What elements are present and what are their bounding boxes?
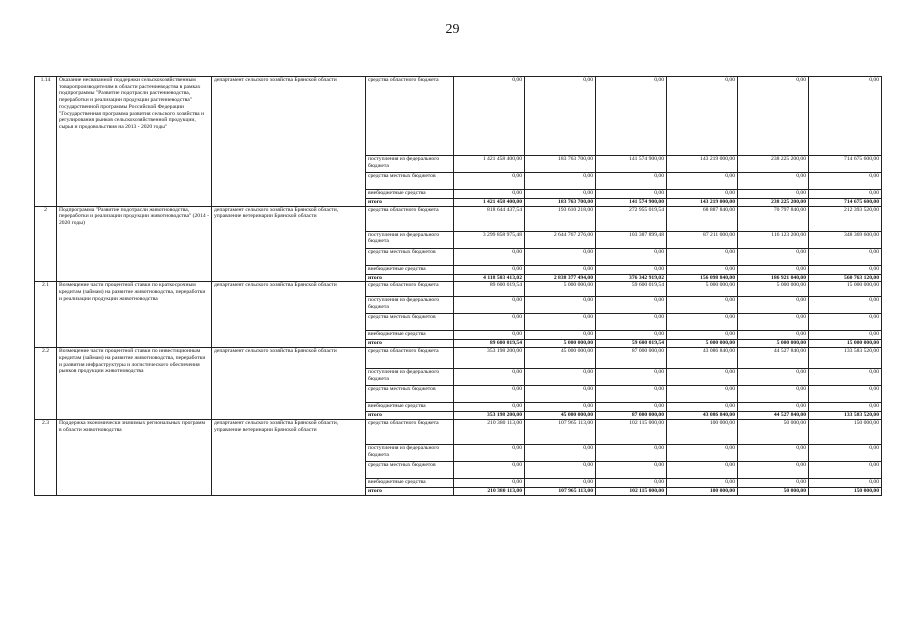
funding-source: внебюджетные средства xyxy=(366,265,454,274)
amount-cell: 141 574 900,00 xyxy=(596,156,667,173)
amount-cell: 0,00 xyxy=(738,331,809,340)
amount-cell: 0,00 xyxy=(525,297,596,314)
amount-cell: 183 763 700,00 xyxy=(525,199,596,207)
table-row xyxy=(35,348,882,369)
amount-cell: 0,00 xyxy=(667,461,738,478)
amount-cell: 100 000,00 xyxy=(667,487,738,495)
amount-cell: 0,00 xyxy=(454,77,525,156)
funding-source: средства местных бюджетов xyxy=(366,314,454,331)
amount-cell: 0,00 xyxy=(738,297,809,314)
amount-cell: 156 098 840,00 xyxy=(667,274,738,282)
section-number: 2.1 xyxy=(35,282,57,348)
amount-cell: 0,00 xyxy=(596,314,667,331)
amount-cell: 87 211 000,00 xyxy=(667,231,738,248)
amount-cell: 0,00 xyxy=(454,331,525,340)
amount-cell: 5 000 000,00 xyxy=(738,282,809,297)
amount-cell: 0,00 xyxy=(809,461,882,478)
executor: департамент сельского хозяйства Брянской области xyxy=(212,282,366,348)
amount-cell: 0,00 xyxy=(596,369,667,386)
amount-cell: 0,00 xyxy=(667,444,738,461)
amount-cell: 44 527 840,00 xyxy=(738,348,809,369)
amount-cell: 0,00 xyxy=(596,461,667,478)
amount-cell: 0,00 xyxy=(738,461,809,478)
amount-cell: 0,00 xyxy=(596,77,667,156)
amount-cell: 44 527 840,00 xyxy=(738,412,809,420)
amount-cell: 0,00 xyxy=(738,190,809,199)
amount-cell: 1 421 458 400,00 xyxy=(454,156,525,173)
table-row xyxy=(35,419,882,444)
section-number: 2 xyxy=(35,206,57,282)
table-row xyxy=(35,282,882,297)
amount-cell: 714 675 600,00 xyxy=(809,199,882,207)
amount-cell: 0,00 xyxy=(454,190,525,199)
amount-cell: 0,00 xyxy=(525,478,596,487)
amount-cell: 0,00 xyxy=(454,297,525,314)
amount-cell: 15 000 000,00 xyxy=(809,340,882,348)
amount-cell: 0,00 xyxy=(596,265,667,274)
amount-cell: 193 610 218,00 xyxy=(525,206,596,231)
amount-cell: 0,00 xyxy=(596,403,667,412)
amount-cell: 0,00 xyxy=(738,265,809,274)
amount-cell: 133 583 520,00 xyxy=(809,348,882,369)
amount-cell: 0,00 xyxy=(809,444,882,461)
amount-cell: 143 219 000,00 xyxy=(667,199,738,207)
amount-cell: 0,00 xyxy=(667,331,738,340)
table-body xyxy=(35,77,882,496)
amount-cell: 0,00 xyxy=(667,386,738,403)
funding-source: итого xyxy=(366,199,454,207)
amount-cell: 103 387 899,48 xyxy=(596,231,667,248)
amount-cell: 43 086 840,00 xyxy=(667,348,738,369)
funding-source: итого xyxy=(366,412,454,420)
amount-cell: 0,00 xyxy=(809,386,882,403)
funding-source: поступления из федерального бюджета xyxy=(366,444,454,461)
funding-source: средства областного бюджета xyxy=(366,77,454,156)
amount-cell: 0,00 xyxy=(596,478,667,487)
amount-cell: 0,00 xyxy=(667,478,738,487)
amount-cell: 5 000 000,00 xyxy=(667,340,738,348)
amount-cell: 45 000 000,00 xyxy=(525,348,596,369)
amount-cell: 0,00 xyxy=(738,173,809,190)
amount-cell: 0,00 xyxy=(809,265,882,274)
amount-cell: 0,00 xyxy=(525,265,596,274)
amount-cell: 210 380 113,00 xyxy=(454,419,525,444)
amount-cell: 0,00 xyxy=(454,478,525,487)
funding-source: поступления из федерального бюджета xyxy=(366,369,454,386)
amount-cell: 0,00 xyxy=(667,265,738,274)
amount-cell: 0,00 xyxy=(809,248,882,265)
funding-source: средства местных бюджетов xyxy=(366,248,454,265)
amount-cell: 4 118 503 413,02 xyxy=(454,274,525,282)
funding-source: средства областного бюджета xyxy=(366,348,454,369)
amount-cell: 45 000 000,00 xyxy=(525,412,596,420)
amount-cell: 0,00 xyxy=(525,77,596,156)
amount-cell: 3 299 858 975,48 xyxy=(454,231,525,248)
amount-cell: 5 000 000,00 xyxy=(525,282,596,297)
amount-cell: 348 369 600,00 xyxy=(809,231,882,248)
amount-cell: 0,00 xyxy=(525,461,596,478)
funding-source: средства местных бюджетов xyxy=(366,173,454,190)
amount-cell: 59 600 019,54 xyxy=(596,282,667,297)
table-row xyxy=(35,77,882,156)
amount-cell: 5 000 000,00 xyxy=(667,282,738,297)
funding-source: средства местных бюджетов xyxy=(366,461,454,478)
amount-cell: 150 000,00 xyxy=(809,419,882,444)
funding-source: итого xyxy=(366,274,454,282)
amount-cell: 107 965 113,00 xyxy=(525,487,596,495)
funding-source: внебюджетные средства xyxy=(366,190,454,199)
amount-cell: 0,00 xyxy=(525,369,596,386)
amount-cell: 87 000 000,00 xyxy=(596,412,667,420)
funding-source: внебюджетные средства xyxy=(366,478,454,487)
amount-cell: 186 921 040,00 xyxy=(738,274,809,282)
executor: департамент сельского хозяйства Брянской области xyxy=(212,348,366,420)
amount-cell: 0,00 xyxy=(809,403,882,412)
amount-cell: 0,00 xyxy=(738,369,809,386)
amount-cell: 0,00 xyxy=(525,314,596,331)
amount-cell: 100 000,00 xyxy=(667,419,738,444)
amount-cell: 0,00 xyxy=(809,369,882,386)
amount-cell: 0,00 xyxy=(738,386,809,403)
amount-cell: 1 421 458 400,00 xyxy=(454,199,525,207)
amount-cell: 68 887 840,00 xyxy=(667,206,738,231)
amount-cell: 0,00 xyxy=(454,248,525,265)
amount-cell: 353 198 200,00 xyxy=(454,348,525,369)
amount-cell: 50 000,00 xyxy=(738,419,809,444)
amount-cell: 0,00 xyxy=(525,248,596,265)
amount-cell: 0,00 xyxy=(454,173,525,190)
amount-cell: 0,00 xyxy=(667,190,738,199)
amount-cell: 0,00 xyxy=(454,403,525,412)
section-number: 2.2 xyxy=(35,348,57,420)
amount-cell: 0,00 xyxy=(667,369,738,386)
amount-cell: 50 000,00 xyxy=(738,487,809,495)
amount-cell: 89 600 019,54 xyxy=(454,340,525,348)
amount-cell: 0,00 xyxy=(667,314,738,331)
amount-cell: 560 763 120,00 xyxy=(809,274,882,282)
amount-cell: 0,00 xyxy=(738,444,809,461)
amount-cell: 0,00 xyxy=(525,386,596,403)
amount-cell: 212 393 520,00 xyxy=(809,206,882,231)
page-number: 29 xyxy=(445,22,460,37)
amount-cell: 89 600 019,54 xyxy=(454,282,525,297)
amount-cell: 0,00 xyxy=(809,314,882,331)
amount-cell: 102 115 000,00 xyxy=(596,487,667,495)
measure-name: Поддержка экономически значимых региональных программ в области животноводства xyxy=(57,419,212,495)
amount-cell: 0,00 xyxy=(809,478,882,487)
amount-cell: 141 574 900,00 xyxy=(596,199,667,207)
measure-name: Оказание несвязанной поддержки сельскохозяйственным товаропроизводителям в области растениеводства в рамках подпрограммы "Развитие подотрасли растениеводства, переработки и реализации продукции растениеводства" государственной программы Российской Федерации "Государственная программа развития сельского хозяйства и регулирования рынков сельскохозяйственной продукции, сырья и продовольствия на 2013 - 2020 годы" xyxy=(57,77,212,207)
amount-cell: 107 965 113,00 xyxy=(525,419,596,444)
amount-cell: 0,00 xyxy=(596,248,667,265)
amount-cell: 0,00 xyxy=(454,386,525,403)
amount-cell: 0,00 xyxy=(525,403,596,412)
amount-cell: 0,00 xyxy=(667,77,738,156)
amount-cell: 0,00 xyxy=(738,77,809,156)
amount-cell: 0,00 xyxy=(596,444,667,461)
section-number: 1.14 xyxy=(35,77,57,207)
amount-cell: 0,00 xyxy=(525,444,596,461)
measure-name: Подпрограмма "Развитие подотрасли животноводства, переработки и реализации продукции животноводства" (2014 - 2020 годы) xyxy=(57,206,212,282)
amount-cell: 0,00 xyxy=(809,331,882,340)
amount-cell: 0,00 xyxy=(525,173,596,190)
amount-cell: 0,00 xyxy=(596,331,667,340)
amount-cell: 0,00 xyxy=(738,248,809,265)
amount-cell: 353 198 200,00 xyxy=(454,412,525,420)
amount-cell: 376 342 919,02 xyxy=(596,274,667,282)
amount-cell: 0,00 xyxy=(454,461,525,478)
amount-cell: 0,00 xyxy=(454,314,525,331)
budget-table xyxy=(34,76,882,496)
amount-cell: 0,00 xyxy=(667,173,738,190)
amount-cell: 0,00 xyxy=(738,403,809,412)
amount-cell: 15 000 000,00 xyxy=(809,282,882,297)
funding-source: средства местных бюджетов xyxy=(366,386,454,403)
amount-cell: 183 763 700,00 xyxy=(525,156,596,173)
funding-source: итого xyxy=(366,340,454,348)
amount-cell: 116 123 200,00 xyxy=(738,231,809,248)
amount-cell: 59 600 019,54 xyxy=(596,340,667,348)
funding-source: итого xyxy=(366,487,454,495)
amount-cell: 2 838 377 494,00 xyxy=(525,274,596,282)
amount-cell: 143 219 000,00 xyxy=(667,156,738,173)
amount-cell: 2 644 767 276,00 xyxy=(525,231,596,248)
amount-cell: 102 115 000,00 xyxy=(596,419,667,444)
amount-cell: 5 000 000,00 xyxy=(738,340,809,348)
amount-cell: 133 583 520,00 xyxy=(809,412,882,420)
funding-source: средства областного бюджета xyxy=(366,282,454,297)
amount-cell: 210 380 113,00 xyxy=(454,487,525,495)
amount-cell: 0,00 xyxy=(809,173,882,190)
amount-cell: 87 000 000,00 xyxy=(596,348,667,369)
amount-cell: 0,00 xyxy=(809,297,882,314)
measure-name: Возмещение части процентной ставки по инвестиционным кредитам (займам) на развитие животноводства, переработки и развития инфраструктуры и логистического обеспечения рынков продукции животноводства xyxy=(57,348,212,420)
funding-source: средства областного бюджета xyxy=(366,206,454,231)
amount-cell: 0,00 xyxy=(738,478,809,487)
amount-cell: 818 644 437,54 xyxy=(454,206,525,231)
funding-source: средства областного бюджета xyxy=(366,419,454,444)
amount-cell: 714 675 600,00 xyxy=(809,156,882,173)
amount-cell: 0,00 xyxy=(738,314,809,331)
executor: департамент сельского хозяйства Брянской области, управление ветеринарии Брянской области xyxy=(212,419,366,495)
amount-cell: 0,00 xyxy=(596,297,667,314)
funding-source: внебюджетные средства xyxy=(366,331,454,340)
amount-cell: 5 000 000,00 xyxy=(525,340,596,348)
amount-cell: 238 225 200,00 xyxy=(738,156,809,173)
amount-cell: 0,00 xyxy=(596,173,667,190)
section-number: 2.3 xyxy=(35,419,57,495)
table-row xyxy=(35,206,882,231)
amount-cell: 70 797 840,00 xyxy=(738,206,809,231)
executor: департамент сельского хозяйства Брянской области xyxy=(212,77,366,207)
amount-cell: 0,00 xyxy=(525,190,596,199)
amount-cell: 0,00 xyxy=(454,444,525,461)
executor: департамент сельского хозяйства Брянской области, управление ветеринарии Брянской области xyxy=(212,206,366,282)
funding-source: поступления из федерального бюджета xyxy=(366,156,454,173)
amount-cell: 0,00 xyxy=(454,369,525,386)
amount-cell: 0,00 xyxy=(667,248,738,265)
amount-cell: 0,00 xyxy=(809,77,882,156)
amount-cell: 0,00 xyxy=(525,331,596,340)
amount-cell: 0,00 xyxy=(667,403,738,412)
funding-source: внебюджетные средства xyxy=(366,403,454,412)
amount-cell: 0,00 xyxy=(809,190,882,199)
amount-cell: 238 225 200,00 xyxy=(738,199,809,207)
amount-cell: 0,00 xyxy=(454,265,525,274)
amount-cell: 272 955 019,54 xyxy=(596,206,667,231)
amount-cell: 43 086 840,00 xyxy=(667,412,738,420)
amount-cell: 0,00 xyxy=(667,297,738,314)
amount-cell: 0,00 xyxy=(596,386,667,403)
amount-cell: 0,00 xyxy=(596,190,667,199)
measure-name: Возмещение части процентной ставки по краткосрочным кредитам (займам) на развитие животноводства, переработки и реализации продукции животноводства xyxy=(57,282,212,348)
amount-cell: 150 000,00 xyxy=(809,487,882,495)
funding-source: поступления из федерального бюджета xyxy=(366,231,454,248)
funding-source: поступления из федерального бюджета xyxy=(366,297,454,314)
